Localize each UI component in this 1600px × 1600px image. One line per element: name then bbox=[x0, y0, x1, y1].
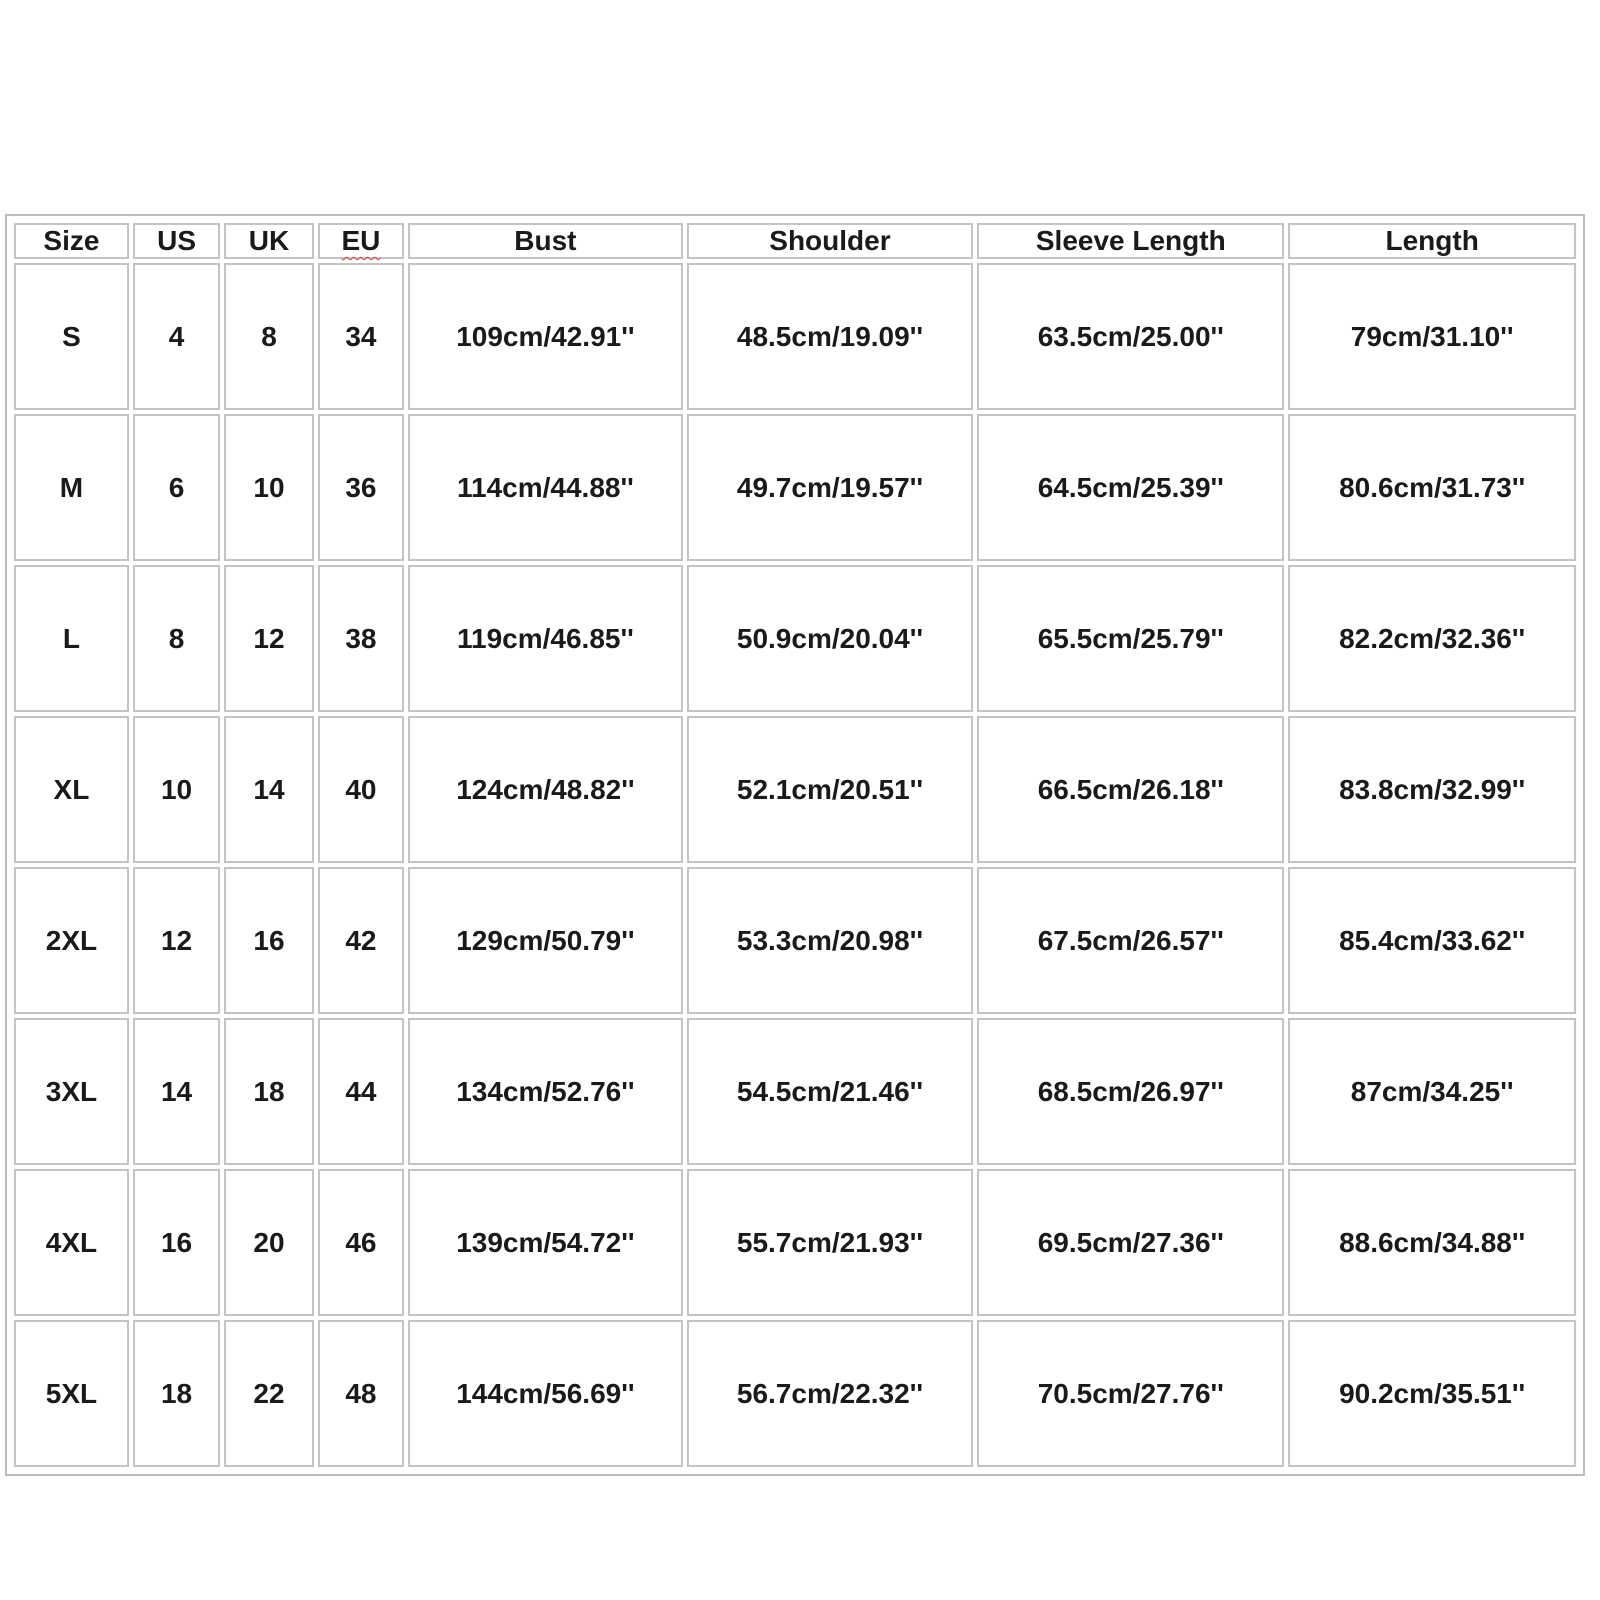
cell-us: 6 bbox=[133, 414, 220, 561]
cell-eu: 40 bbox=[318, 716, 404, 863]
table-row bbox=[14, 1169, 1576, 1316]
cell-sleeve-length: 63.5cm/25.00'' bbox=[977, 263, 1284, 410]
header-eu-label: EU bbox=[341, 225, 381, 256]
cell-us: 10 bbox=[133, 716, 220, 863]
cell-eu: 34 bbox=[318, 263, 404, 410]
cell-us: 12 bbox=[133, 867, 220, 1014]
cell-us: 4 bbox=[133, 263, 220, 410]
cell-bust: 144cm/56.69'' bbox=[408, 1320, 682, 1467]
header-length: Length bbox=[1288, 223, 1576, 259]
cell-size: 5XL bbox=[14, 1320, 129, 1467]
table-row bbox=[14, 867, 1576, 1014]
cell-bust: 129cm/50.79'' bbox=[408, 867, 682, 1014]
cell-eu: 44 bbox=[318, 1018, 404, 1165]
header-shoulder: Shoulder bbox=[687, 223, 974, 259]
size-chart-table bbox=[10, 219, 1580, 1471]
cell-bust: 139cm/54.72'' bbox=[408, 1169, 682, 1316]
table-row bbox=[14, 414, 1576, 561]
cell-size: S bbox=[14, 263, 129, 410]
cell-sleeve-length: 70.5cm/27.76'' bbox=[977, 1320, 1284, 1467]
table-row bbox=[14, 1018, 1576, 1165]
header-size: Size bbox=[14, 223, 129, 259]
cell-shoulder: 56.7cm/22.32'' bbox=[687, 1320, 974, 1467]
size-chart bbox=[5, 214, 1585, 1476]
cell-bust: 134cm/52.76'' bbox=[408, 1018, 682, 1165]
cell-sleeve-length: 64.5cm/25.39'' bbox=[977, 414, 1284, 561]
table-row bbox=[14, 1320, 1576, 1467]
cell-uk: 20 bbox=[224, 1169, 313, 1316]
cell-shoulder: 50.9cm/20.04'' bbox=[687, 565, 974, 712]
cell-size: 3XL bbox=[14, 1018, 129, 1165]
cell-shoulder: 52.1cm/20.51'' bbox=[687, 716, 974, 863]
cell-uk: 22 bbox=[224, 1320, 313, 1467]
cell-length: 82.2cm/32.36'' bbox=[1288, 565, 1576, 712]
cell-us: 16 bbox=[133, 1169, 220, 1316]
cell-bust: 109cm/42.91'' bbox=[408, 263, 682, 410]
header-eu bbox=[318, 223, 404, 259]
cell-shoulder: 48.5cm/19.09'' bbox=[687, 263, 974, 410]
cell-us: 14 bbox=[133, 1018, 220, 1165]
cell-size: M bbox=[14, 414, 129, 561]
header-sleeve-length: Sleeve Length bbox=[977, 223, 1284, 259]
cell-sleeve-length: 69.5cm/27.36'' bbox=[977, 1169, 1284, 1316]
cell-length: 80.6cm/31.73'' bbox=[1288, 414, 1576, 561]
cell-length: 88.6cm/34.88'' bbox=[1288, 1169, 1576, 1316]
cell-bust: 124cm/48.82'' bbox=[408, 716, 682, 863]
cell-shoulder: 55.7cm/21.93'' bbox=[687, 1169, 974, 1316]
cell-eu: 46 bbox=[318, 1169, 404, 1316]
cell-length: 79cm/31.10'' bbox=[1288, 263, 1576, 410]
cell-uk: 18 bbox=[224, 1018, 313, 1165]
cell-size: 2XL bbox=[14, 867, 129, 1014]
cell-uk: 16 bbox=[224, 867, 313, 1014]
header-uk: UK bbox=[224, 223, 313, 259]
cell-shoulder: 49.7cm/19.57'' bbox=[687, 414, 974, 561]
cell-eu: 48 bbox=[318, 1320, 404, 1467]
cell-shoulder: 53.3cm/20.98'' bbox=[687, 867, 974, 1014]
cell-eu: 36 bbox=[318, 414, 404, 561]
cell-size: L bbox=[14, 565, 129, 712]
table-row bbox=[14, 263, 1576, 410]
cell-uk: 8 bbox=[224, 263, 313, 410]
cell-sleeve-length: 65.5cm/25.79'' bbox=[977, 565, 1284, 712]
cell-uk: 10 bbox=[224, 414, 313, 561]
header-bust: Bust bbox=[408, 223, 682, 259]
cell-sleeve-length: 67.5cm/26.57'' bbox=[977, 867, 1284, 1014]
cell-length: 85.4cm/33.62'' bbox=[1288, 867, 1576, 1014]
header-row bbox=[14, 223, 1576, 259]
cell-bust: 119cm/46.85'' bbox=[408, 565, 682, 712]
cell-eu: 42 bbox=[318, 867, 404, 1014]
cell-bust: 114cm/44.88'' bbox=[408, 414, 682, 561]
cell-length: 83.8cm/32.99'' bbox=[1288, 716, 1576, 863]
cell-uk: 12 bbox=[224, 565, 313, 712]
table-row bbox=[14, 716, 1576, 863]
cell-length: 90.2cm/35.51'' bbox=[1288, 1320, 1576, 1467]
cell-sleeve-length: 66.5cm/26.18'' bbox=[977, 716, 1284, 863]
cell-shoulder: 54.5cm/21.46'' bbox=[687, 1018, 974, 1165]
cell-us: 18 bbox=[133, 1320, 220, 1467]
cell-size: 4XL bbox=[14, 1169, 129, 1316]
cell-uk: 14 bbox=[224, 716, 313, 863]
cell-sleeve-length: 68.5cm/26.97'' bbox=[977, 1018, 1284, 1165]
table-row bbox=[14, 565, 1576, 712]
cell-size: XL bbox=[14, 716, 129, 863]
cell-eu: 38 bbox=[318, 565, 404, 712]
cell-length: 87cm/34.25'' bbox=[1288, 1018, 1576, 1165]
header-us: US bbox=[133, 223, 220, 259]
cell-us: 8 bbox=[133, 565, 220, 712]
